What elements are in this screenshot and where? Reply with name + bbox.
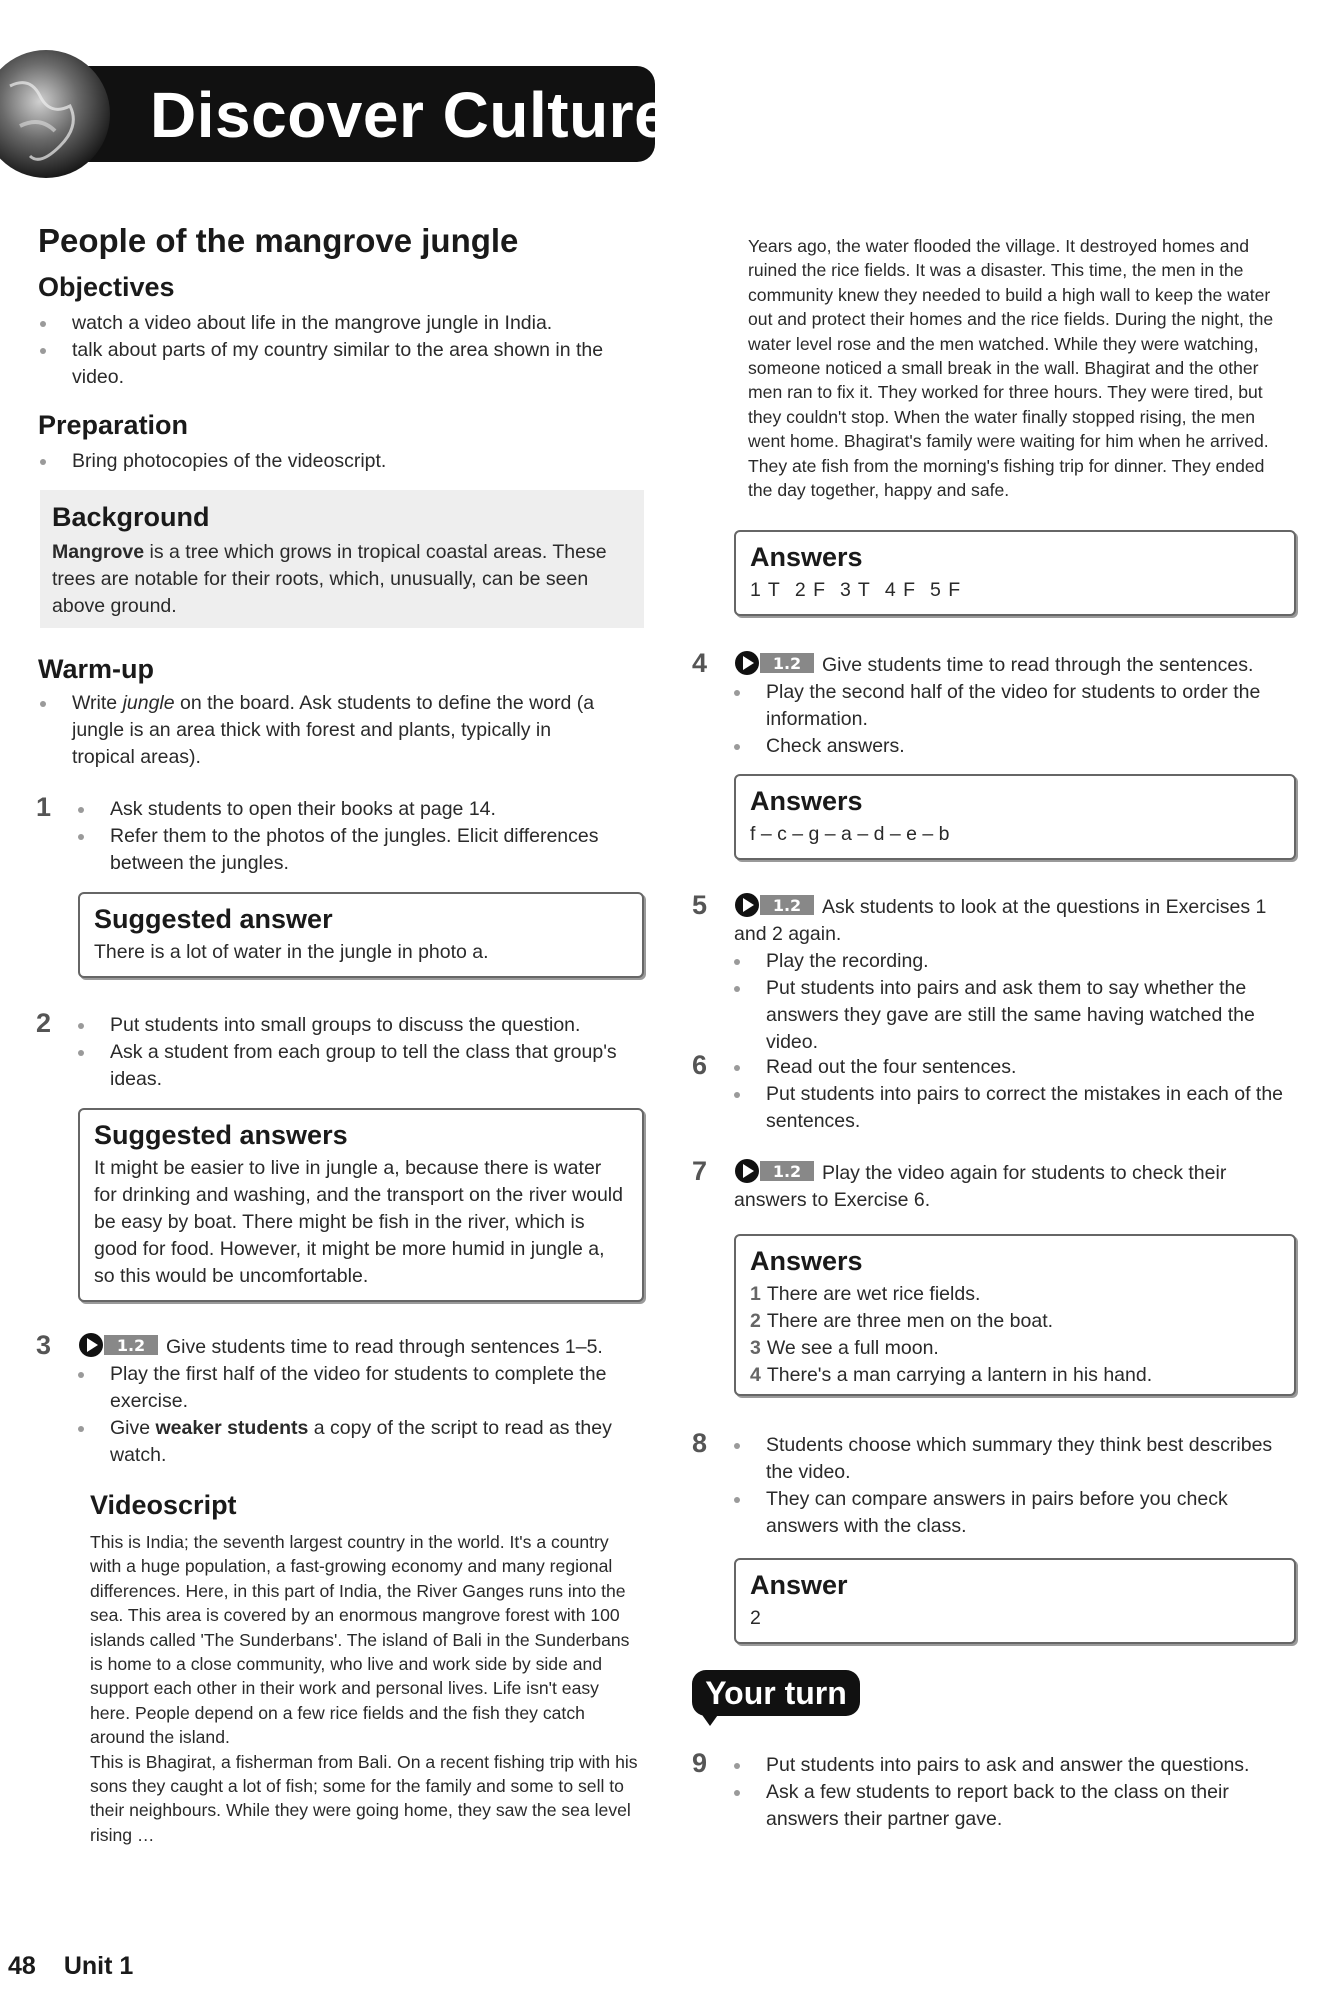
box-text: 2	[750, 1607, 761, 1629]
preparation-heading: Preparation	[38, 410, 189, 440]
box-heading: Answer	[750, 1570, 848, 1600]
warmup-heading: Warm-up	[38, 654, 154, 684]
box-text: It might be easier to live in jungle a, because there is water for drinking and washing, and the transport on the river would be easy by boat. There might be fish in the river, which is good for food. However, it might be more humid in jungle a, so this would be uncomfortable.	[94, 1157, 623, 1287]
exercise-number: 2	[36, 1008, 52, 1038]
exercise-1-item: Ask students to open their books at page 14.	[76, 796, 636, 823]
answer-list: 1 T 2 F 3 T 4 F 5 F	[750, 579, 962, 601]
suggested-answer-box	[78, 892, 644, 978]
globe-icon	[0, 46, 112, 182]
exercise-number: 8	[692, 1428, 708, 1458]
exercise-6-item: Put students into pairs to correct the mistakes in each of the sentences.	[732, 1081, 1298, 1135]
exercise-9-item: Put students into pairs to ask and answer the questions.	[732, 1752, 1298, 1779]
answer-item: 2 There are three men on the boat.	[750, 1310, 1054, 1332]
exercise-4-intro: 1.2 Give students time to read through the sentences.	[734, 650, 1294, 679]
box-heading: Answers	[750, 786, 863, 816]
exercise-number: 6	[692, 1050, 708, 1080]
exercise-5-intro: 1.2 Ask students to look at the questions in Exercises 1 and 2 again.	[734, 892, 1300, 948]
page-number: 48	[8, 1952, 36, 1980]
suggested-answers-box	[78, 1108, 644, 1302]
objective-item: watch a video about life in the mangrove jungle in India.	[38, 310, 628, 337]
answer-item: 1 There are wet rice fields.	[750, 1283, 981, 1305]
answer-item: 4 There's a man carrying a lantern in his hand.	[750, 1364, 1153, 1386]
videoscript-heading: Videoscript	[90, 1490, 237, 1520]
exercise-5-item: Play the recording.	[732, 948, 1300, 975]
answers-box-7	[734, 1234, 1296, 1396]
box-text: f – c – g – a – d – e – b	[750, 823, 950, 845]
banner-tail	[700, 1712, 720, 1726]
box-heading: Suggested answers	[94, 1120, 348, 1150]
track-label: 1.2	[772, 1162, 802, 1181]
exercise-3-item: Give weaker students a copy of the script to read as they watch.	[76, 1415, 648, 1469]
exercise-number: 9	[692, 1748, 708, 1778]
exercise-number: 4	[692, 648, 708, 678]
track-label: 1.2	[116, 1336, 146, 1355]
track-label: 1.2	[772, 896, 802, 915]
box-heading: Suggested answer	[94, 904, 333, 934]
answers-box-4	[734, 774, 1296, 860]
background-term: Mangrove	[52, 541, 145, 563]
exercise-3-item: Play the first half of the video for students to complete the exercise.	[76, 1361, 648, 1415]
unit-label: Unit 1	[63, 1952, 134, 1980]
box-heading: Answers	[750, 1246, 863, 1276]
exercise-6-item: Read out the four sentences.	[732, 1054, 1298, 1081]
video-play-icon[interactable]	[734, 650, 816, 676]
exercise-7-intro: 1.2 Play the video again for students to check their answers to Exercise 6.	[734, 1158, 1274, 1214]
track-label: 1.2	[772, 654, 802, 673]
answers-box-3	[734, 530, 1296, 616]
exercise-number: 7	[692, 1156, 708, 1186]
exercise-4-item: Check answers.	[732, 733, 1294, 760]
exercise-1-item: Refer them to the photos of the jungles. Elicit differences between the jungles.	[76, 823, 636, 877]
videoscript-text: This is Bhagirat, a fisherman from Bali. On a recent fishing trip with his sons they caught a lot of fish; some for the family and some to sell to their neighbours. While they were going home, they saw the sea level rising …	[90, 1751, 638, 1845]
exercise-3-intro: 1.2 Give students time to read through sentences 1–5.	[78, 1332, 648, 1361]
your-turn-banner: Your turn	[692, 1670, 860, 1716]
exercise-number: 1	[36, 792, 52, 822]
page-footer	[8, 1952, 133, 1981]
exercise-4-item: Play the second half of the video for students to order the information.	[732, 679, 1294, 733]
video-play-icon[interactable]	[734, 1158, 816, 1184]
exercise-number: 5	[692, 890, 708, 920]
exercise-5-item: Put students into pairs and ask them to say whether the answers they gave are still the same having watched the video.	[732, 975, 1300, 1056]
box-heading: Answers	[750, 542, 863, 572]
video-play-icon[interactable]	[78, 1332, 160, 1358]
background-heading: Background	[52, 502, 210, 532]
videoscript-text: This is India; the seventh largest country in the world. It's a country with a huge population, a fast-growing economy and many regional differences. Here, in this part of India, the River Ganges runs into the sea. This area is covered by an enormous mangrove forest with 100 islands called 'The Sunderbans'. The island of Bali in the Sunderbans is home to a close community, who live and work side by side and support each other in their work and personal lives. Life isn't easy here. People depend on a few rice fields and the fish they catch around the island.	[90, 1532, 630, 1748]
answer-item: 3 We see a full moon.	[750, 1337, 939, 1359]
exercise-2-item: Ask a student from each group to tell the class that group's ideas.	[76, 1039, 646, 1093]
exercise-8-item: Students choose which summary they think best describes the video.	[732, 1432, 1298, 1486]
objective-item: talk about parts of my country similar to the area shown in the video.	[38, 337, 628, 391]
lesson-title: People of the mangrove jungle	[38, 222, 519, 259]
preparation-item: Bring photocopies of the videoscript.	[38, 448, 628, 475]
box-text: There is a lot of water in the jungle in photo a.	[94, 941, 489, 963]
videoscript-continued: Years ago, the water flooded the village. It destroyed homes and ruined the rice fields. It was a disaster. This time, the men in the community knew they needed to build a high wall to keep the water out and protect their homes and the rice fields. During the night, the water level rose and the men watched. While they were watching, someone noticed a small break in the wall. Bhagirat and the other men ran to fix it. They worked for three hours. They were tired, but they couldn't stop. When the water finally stopped rising, the men went home. Bhagirat's family were waiting for him when he arrived. They ate fish from the morning's fishing trip for dinner. They ended the day together, happy and safe.	[748, 236, 1274, 501]
background-text: is a tree which grows in tropical coastal areas. These trees are notable for their roots, which, unusually, can be seen above ground.	[52, 541, 607, 617]
exercise-number: 3	[36, 1330, 52, 1360]
background-box	[40, 490, 644, 628]
objectives-heading: Objectives	[38, 272, 175, 302]
answer-box-8	[734, 1558, 1296, 1644]
video-play-icon[interactable]	[734, 892, 816, 918]
page-title: Discover Culture	[150, 79, 671, 151]
warmup-item: Write jungle on the board. Ask students to define the word (a jungle is an area thick with forest and plants, typically in tropical areas).	[38, 690, 608, 771]
exercise-2-item: Put students into small groups to discuss the question.	[76, 1012, 646, 1039]
exercise-8-item: They can compare answers in pairs before you check answers with the class.	[732, 1486, 1298, 1540]
exercise-9-item: Ask a few students to report back to the class on their answers their partner gave.	[732, 1779, 1298, 1833]
